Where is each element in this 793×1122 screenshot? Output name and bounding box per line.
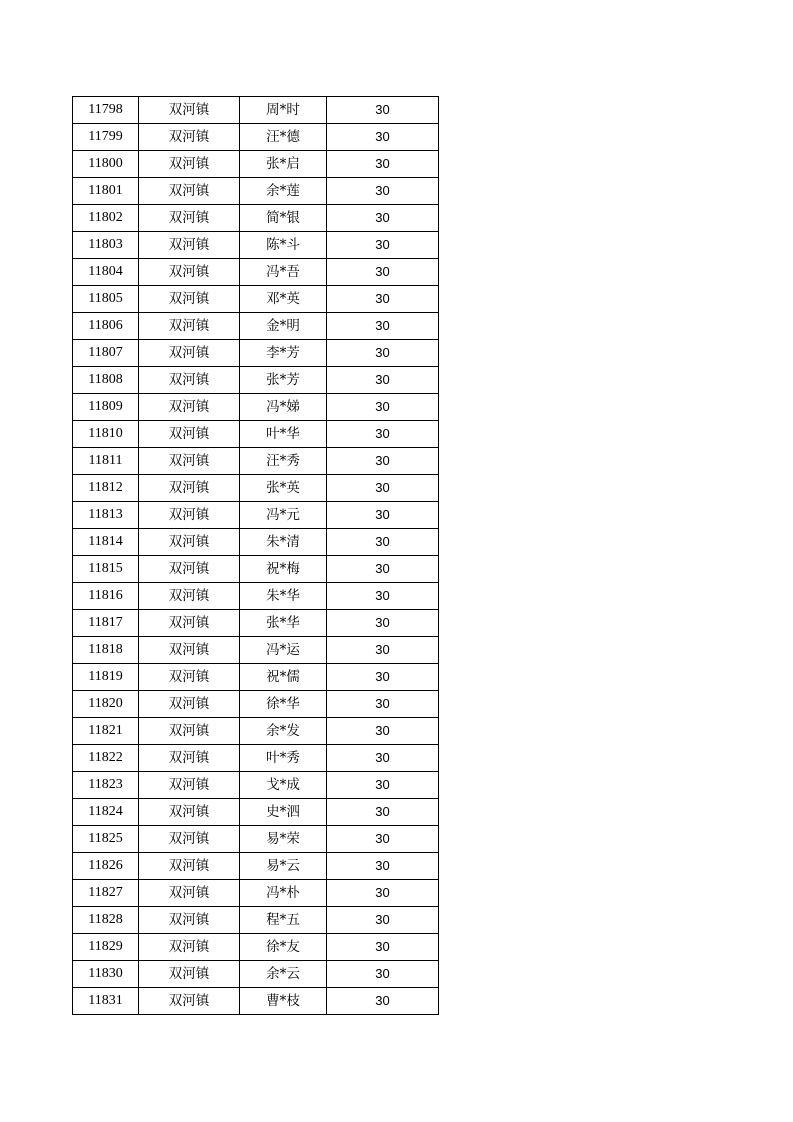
record-id-cell: 11830: [73, 961, 139, 988]
amount-cell: 30: [327, 205, 439, 232]
person-name-cell: 曹*枝: [240, 988, 327, 1015]
amount-cell: 30: [327, 421, 439, 448]
amount-cell: 30: [327, 367, 439, 394]
person-name-cell: 简*银: [240, 205, 327, 232]
town-cell: 双河镇: [139, 421, 240, 448]
record-id-cell: 11828: [73, 907, 139, 934]
record-id-cell: 11823: [73, 772, 139, 799]
town-cell: 双河镇: [139, 205, 240, 232]
town-cell: 双河镇: [139, 664, 240, 691]
table-row: [73, 826, 439, 853]
person-name-cell: 叶*秀: [240, 745, 327, 772]
person-name-cell: 张*英: [240, 475, 327, 502]
amount-cell: 30: [327, 853, 439, 880]
amount-cell: 30: [327, 988, 439, 1015]
table-row: [73, 529, 439, 556]
table-row: [73, 691, 439, 718]
amount-cell: 30: [327, 232, 439, 259]
person-name-cell: 徐*友: [240, 934, 327, 961]
table-row: [73, 718, 439, 745]
amount-cell: 30: [327, 178, 439, 205]
amount-cell: 30: [327, 664, 439, 691]
person-name-cell: 张*芳: [240, 367, 327, 394]
person-name-cell: 金*明: [240, 313, 327, 340]
person-name-cell: 冯*元: [240, 502, 327, 529]
town-cell: 双河镇: [139, 934, 240, 961]
amount-cell: 30: [327, 772, 439, 799]
person-name-cell: 张*启: [240, 151, 327, 178]
town-cell: 双河镇: [139, 124, 240, 151]
record-id-cell: 11814: [73, 529, 139, 556]
person-name-cell: 邓*英: [240, 286, 327, 313]
table-row: [73, 961, 439, 988]
person-name-cell: 戈*成: [240, 772, 327, 799]
amount-cell: 30: [327, 691, 439, 718]
table-row: [73, 286, 439, 313]
record-id-cell: 11801: [73, 178, 139, 205]
table-row: [73, 151, 439, 178]
record-id-cell: 11819: [73, 664, 139, 691]
table-row: [73, 394, 439, 421]
table-row: [73, 97, 439, 124]
amount-cell: 30: [327, 340, 439, 367]
amount-cell: 30: [327, 313, 439, 340]
record-id-cell: 11811: [73, 448, 139, 475]
amount-cell: 30: [327, 394, 439, 421]
town-cell: 双河镇: [139, 691, 240, 718]
table-row: [73, 556, 439, 583]
records-table: [72, 96, 439, 1015]
person-name-cell: 易*云: [240, 853, 327, 880]
town-cell: 双河镇: [139, 97, 240, 124]
table-row: [73, 502, 439, 529]
amount-cell: 30: [327, 880, 439, 907]
table-row: [73, 367, 439, 394]
amount-cell: 30: [327, 97, 439, 124]
table-row: [73, 880, 439, 907]
town-cell: 双河镇: [139, 340, 240, 367]
town-cell: 双河镇: [139, 718, 240, 745]
amount-cell: 30: [327, 934, 439, 961]
table-row: [73, 313, 439, 340]
town-cell: 双河镇: [139, 556, 240, 583]
town-cell: 双河镇: [139, 259, 240, 286]
person-name-cell: 史*泗: [240, 799, 327, 826]
records-table-body: [73, 97, 439, 1015]
table-row: [73, 205, 439, 232]
person-name-cell: 徐*华: [240, 691, 327, 718]
person-name-cell: 张*华: [240, 610, 327, 637]
record-id-cell: 11798: [73, 97, 139, 124]
person-name-cell: 冯*吾: [240, 259, 327, 286]
person-name-cell: 祝*儒: [240, 664, 327, 691]
table-row: [73, 745, 439, 772]
record-id-cell: 11822: [73, 745, 139, 772]
record-id-cell: 11813: [73, 502, 139, 529]
town-cell: 双河镇: [139, 448, 240, 475]
table-row: [73, 178, 439, 205]
record-id-cell: 11818: [73, 637, 139, 664]
record-id-cell: 11816: [73, 583, 139, 610]
record-id-cell: 11815: [73, 556, 139, 583]
table-row: [73, 340, 439, 367]
record-id-cell: 11824: [73, 799, 139, 826]
record-id-cell: 11825: [73, 826, 139, 853]
record-id-cell: 11802: [73, 205, 139, 232]
table-row: [73, 934, 439, 961]
table-row: [73, 421, 439, 448]
record-id-cell: 11817: [73, 610, 139, 637]
person-name-cell: 余*发: [240, 718, 327, 745]
table-row: [73, 988, 439, 1015]
amount-cell: 30: [327, 502, 439, 529]
amount-cell: 30: [327, 583, 439, 610]
table-row: [73, 664, 439, 691]
record-id-cell: 11799: [73, 124, 139, 151]
amount-cell: 30: [327, 475, 439, 502]
town-cell: 双河镇: [139, 502, 240, 529]
person-name-cell: 冯*朴: [240, 880, 327, 907]
table-row: [73, 853, 439, 880]
record-id-cell: 11800: [73, 151, 139, 178]
record-id-cell: 11807: [73, 340, 139, 367]
person-name-cell: 朱*华: [240, 583, 327, 610]
town-cell: 双河镇: [139, 394, 240, 421]
record-id-cell: 11809: [73, 394, 139, 421]
table-row: [73, 610, 439, 637]
town-cell: 双河镇: [139, 799, 240, 826]
town-cell: 双河镇: [139, 232, 240, 259]
person-name-cell: 祝*梅: [240, 556, 327, 583]
table-row: [73, 799, 439, 826]
amount-cell: 30: [327, 151, 439, 178]
record-id-cell: 11804: [73, 259, 139, 286]
person-name-cell: 余*云: [240, 961, 327, 988]
record-id-cell: 11810: [73, 421, 139, 448]
person-name-cell: 冯*娣: [240, 394, 327, 421]
table-row: [73, 448, 439, 475]
amount-cell: 30: [327, 124, 439, 151]
amount-cell: 30: [327, 961, 439, 988]
table-row: [73, 259, 439, 286]
table-row: [73, 637, 439, 664]
person-name-cell: 余*莲: [240, 178, 327, 205]
person-name-cell: 陈*斗: [240, 232, 327, 259]
town-cell: 双河镇: [139, 151, 240, 178]
town-cell: 双河镇: [139, 178, 240, 205]
person-name-cell: 冯*运: [240, 637, 327, 664]
record-id-cell: 11803: [73, 232, 139, 259]
amount-cell: 30: [327, 448, 439, 475]
amount-cell: 30: [327, 529, 439, 556]
town-cell: 双河镇: [139, 583, 240, 610]
amount-cell: 30: [327, 907, 439, 934]
record-id-cell: 11821: [73, 718, 139, 745]
person-name-cell: 汪*德: [240, 124, 327, 151]
table-row: [73, 772, 439, 799]
town-cell: 双河镇: [139, 745, 240, 772]
amount-cell: 30: [327, 826, 439, 853]
town-cell: 双河镇: [139, 610, 240, 637]
record-id-cell: 11806: [73, 313, 139, 340]
record-id-cell: 11820: [73, 691, 139, 718]
table-row: [73, 124, 439, 151]
amount-cell: 30: [327, 259, 439, 286]
amount-cell: 30: [327, 610, 439, 637]
town-cell: 双河镇: [139, 961, 240, 988]
town-cell: 双河镇: [139, 988, 240, 1015]
person-name-cell: 朱*清: [240, 529, 327, 556]
person-name-cell: 易*荣: [240, 826, 327, 853]
town-cell: 双河镇: [139, 367, 240, 394]
record-id-cell: 11808: [73, 367, 139, 394]
town-cell: 双河镇: [139, 880, 240, 907]
town-cell: 双河镇: [139, 475, 240, 502]
record-id-cell: 11829: [73, 934, 139, 961]
amount-cell: 30: [327, 745, 439, 772]
table-row: [73, 907, 439, 934]
record-id-cell: 11812: [73, 475, 139, 502]
record-id-cell: 11805: [73, 286, 139, 313]
town-cell: 双河镇: [139, 907, 240, 934]
table-row: [73, 475, 439, 502]
person-name-cell: 周*时: [240, 97, 327, 124]
town-cell: 双河镇: [139, 853, 240, 880]
town-cell: 双河镇: [139, 529, 240, 556]
table-row: [73, 583, 439, 610]
record-id-cell: 11831: [73, 988, 139, 1015]
table-row: [73, 232, 439, 259]
amount-cell: 30: [327, 637, 439, 664]
amount-cell: 30: [327, 799, 439, 826]
town-cell: 双河镇: [139, 286, 240, 313]
record-id-cell: 11826: [73, 853, 139, 880]
amount-cell: 30: [327, 286, 439, 313]
person-name-cell: 李*芳: [240, 340, 327, 367]
town-cell: 双河镇: [139, 637, 240, 664]
record-id-cell: 11827: [73, 880, 139, 907]
town-cell: 双河镇: [139, 772, 240, 799]
town-cell: 双河镇: [139, 313, 240, 340]
person-name-cell: 程*五: [240, 907, 327, 934]
person-name-cell: 叶*华: [240, 421, 327, 448]
person-name-cell: 汪*秀: [240, 448, 327, 475]
town-cell: 双河镇: [139, 826, 240, 853]
amount-cell: 30: [327, 718, 439, 745]
amount-cell: 30: [327, 556, 439, 583]
